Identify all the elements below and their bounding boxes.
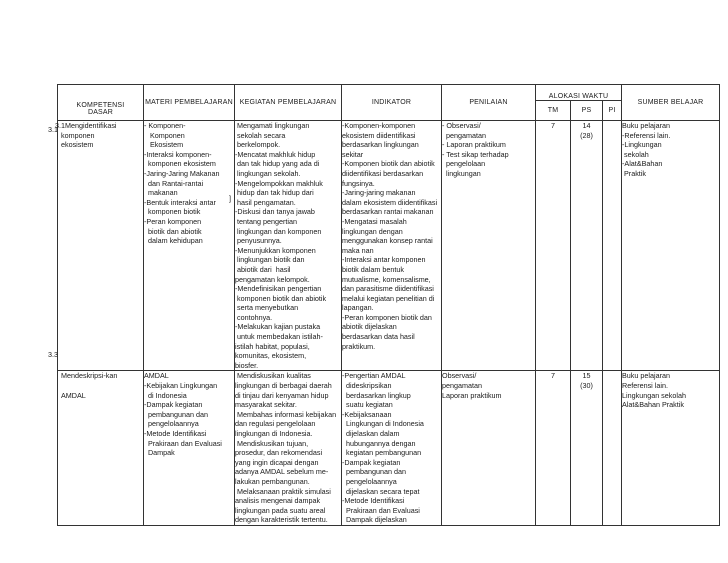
header-kompetensi-dasar: KOMPETENSI DASAR [58,85,144,121]
tm-cell: 7 [536,121,571,371]
header-materi-pembelajaran: MATERI PEMBELAJARAN [144,85,235,121]
header-tm: TM [536,101,571,121]
pi-cell [603,121,622,371]
kompetensi-cell: 3.1Mengidentifikasi komponen ekosistem [58,121,144,371]
sumber-cell: Buku pelajaran -Referensi lain. -Lingkungan sekolah -Alat&Bahan Praktik [622,121,720,371]
penilaian-cell: - Observasi/ pengamatan - Laporan praktikum - Test sikap terhadap pengelolaan lingkungan [442,121,536,371]
kompetensi-cell: Mendeskripsi-kan AMDAL [58,371,144,526]
ps-cell: 15 (30) [571,371,603,526]
row-number-2: 3.3 [48,350,58,359]
header-indikator: INDIKATOR [342,85,442,121]
header-kegiatan-pembelajaran: KEGIATAN PEMBELAJARAN [235,85,342,121]
header-alokasi-waktu: ALOKASI WAKTU [536,85,622,101]
materi-cell: AMDAL -Kebijakan Lingkungan di Indonesia -Dampak kegiatan pembangunan dan pengelolaannya -Metode Identifikasi Prakiraan dan Evaluasi Dampak [144,371,235,526]
indikator-cell: -Komponen-komponen ekosistem diidentifikasi berdasarkan lingkungan sekitar -Komponen biotik dan abiotik diidentifikasi berdasarkan fungsinya. -Jaring-jaring makanan dalam ekosistem diidentifikasi berdasarkan rantai makanan -Mengatasi masalah lingkungan dengan menggunakan konsep rantai maka nan -Interaksi antar komponen biotik dalam bentuk mutualisme, komensalisme, dan parasitisme diidentifikasi melalui kegiatan penelitian di lapangan. -Peran komponen biotik dan abiotik dijelaskan berdasarkan data hasil praktikum. [342,121,442,371]
stray-bracket-mark: ] [229,194,231,203]
indikator-cell: -Pengertian AMDAL dideskripsikan berdasarkan lingkup suatu kegiatan -Kebijaksanaan Lingkungan di Indonesia dijelaskan dalam hubungannya dengan kegiatan pembangunan -Dampak kegiatan pembangunan dan pengelolaannya dijelaskan secara tepat -Metode Identifikasi Prakiraan dan Evaluasi Dampak dijelaskan [342,371,442,526]
syllabus-table [57,84,720,526]
row-number-1: 3.1 [48,125,58,134]
header-sumber-belajar: SUMBER BELAJAR [622,85,720,121]
sumber-cell: Buku pelajaran Referensi lain. Lingkungan sekolah Alat&Bahan Praktik [622,371,720,526]
kegiatan-cell: Mendiskusikan kualitas lingkungan di berbagai daerah di tinjau dari kenyaman hidup masyarakat sekitar. Membahas informasi kebijakan dan regulasi pengelolaan lingkungan di Indonesia. Mendiskusikan tujuan, prosedur, dan rekomendasi yang ingin dicapai dengan adanya AMDAL sebelum me- lakukan pembangunan. Melaksanaan praktik simulasi analisis mengenai dampak lingkungan pada suatu areal dengan karakteristik tertentu. [235,371,342,526]
header-pi: PI [603,101,622,121]
table-row [58,371,720,526]
kegiatan-cell: Mengamati lingkungan sekolah secara berkelompok. -Mencatat makhluk hidup dan tak hidup yang ada di lingkungan sekolah. -Mengelompokkan makhluk hidup dan tak hidup dari hasil pengamatan. -Diskusi dan tanya jawab tentang pengertian lingkungan dan komponen penyusunnya. -Menunjukkan komponen lingkungan biotik dan abiotik dari hasil pengamatan kelompok. -Mendefinisikan pengertian komponen biotik dan abiotik serta menyebutkan contohnya. -Melakukan kajian pustaka untuk membedakan istilah- istilah habitat, populasi, komunitas, ekosistem, biosfer. [235,121,342,371]
penilaian-cell: Observasi/ pengamatan Laporan praktikum [442,371,536,526]
ps-cell: 14 (28) [571,121,603,371]
tm-cell: 7 [536,371,571,526]
table-row [58,121,720,371]
pi-cell [603,371,622,526]
header-penilaian: PENILAIAN [442,85,536,121]
materi-cell: - Komponen- Komponen Ekosistem -Interaksi komponen- komponen ekosistem -Jaring-Jaring Makanan dan Rantai-rantai makanan -Bentuk interaksi antar komponen biotik -Peran komponen biotik dan abiotik dalam kehidupan [144,121,235,371]
header-ps: PS [571,101,603,121]
